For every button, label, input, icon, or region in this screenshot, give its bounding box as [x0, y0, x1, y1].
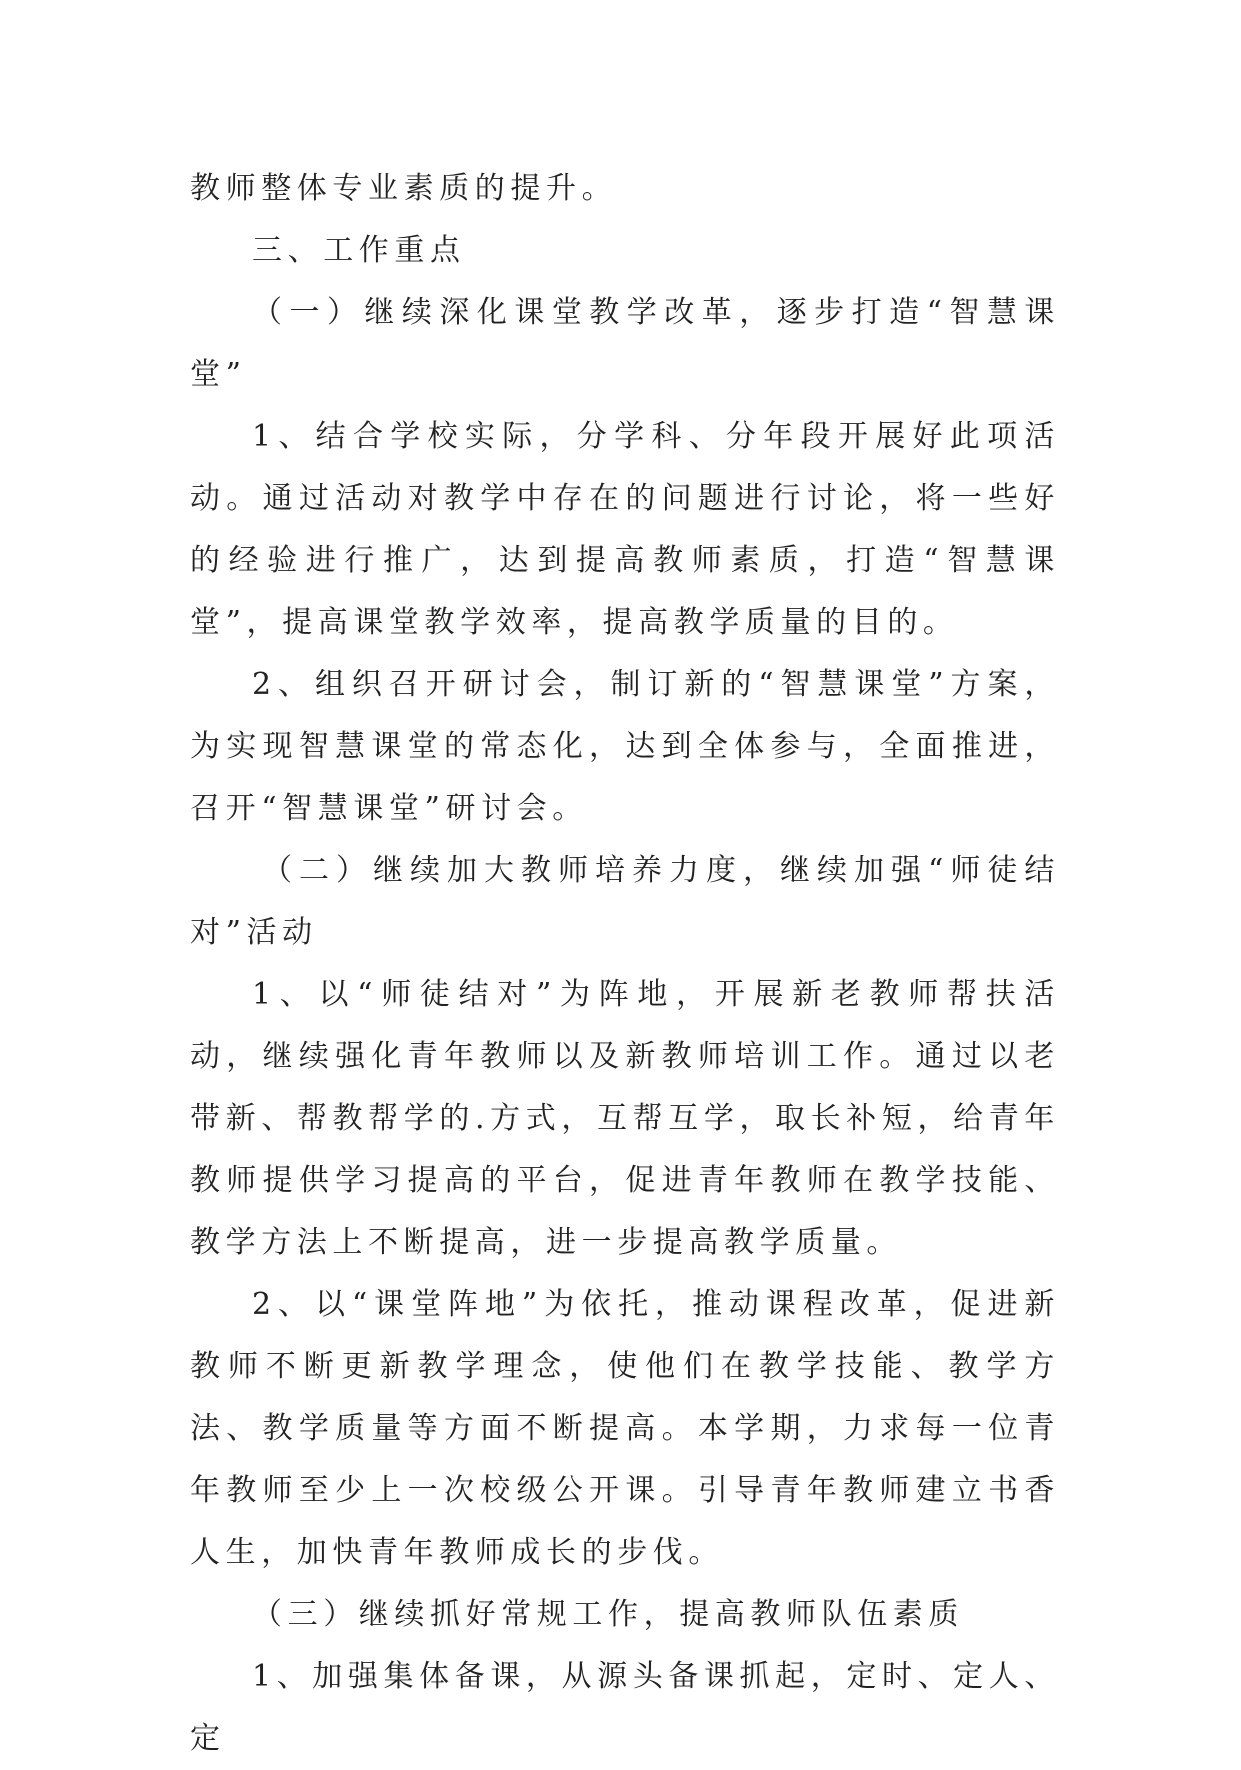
paragraph-2-1: 1、以“师徒结对”为阵地，开展新老教师帮扶活动，继续强化青年教师以及新教师培训工作。通过以老带新、帮教帮学的.方式，互帮互学，取长补短，给青年教师提供学习提高的平台，促进青年教师在教学技能、教学方法上不断提高，进一步提高教学质量。	[190, 977, 1060, 1260]
paragraph-3-1: 1、加强集体备课，从源头备课抓起，定时、定人、定	[190, 1659, 1060, 1756]
subheading-2: （二）继续加大教师培养力度，继续加强“师徒结对”活动	[190, 853, 1060, 950]
paragraph-1-2: 2、组织召开研讨会，制订新的“智慧课堂”方案，为实现智慧课堂的常态化，达到全体参与，全面推进，召开“智慧课堂”研讨会。	[190, 667, 1060, 826]
section-heading-work-focus: 三、工作重点	[252, 233, 466, 268]
paragraph-continuation: 教师整体专业素质的提升。	[190, 171, 618, 206]
paragraph-1-1: 1、结合学校实际，分学科、分年段开展好此项活动。通过活动对教学中存在的问题进行讨论，将一些好的经验进行推广，达到提高教师素质，打造“智慧课堂”，提高课堂教学效率，提高教学质量的目的。	[190, 419, 1060, 640]
document-body	[190, 158, 1060, 1770]
subheading-1: （一）继续深化课堂教学改革，逐步打造“智慧课堂”	[190, 295, 1060, 392]
paragraph-2-2: 2、以“课堂阵地”为依托，推动课程改革，促进新教师不断更新教学理念，使他们在教学技能、教学方法、教学质量等方面不断提高。本学期，力求每一位青年教师至少上一次校级公开课。引导青年教师建立书香人生，加快青年教师成长的步伐。	[190, 1287, 1060, 1570]
subheading-3: （三）继续抓好常规工作，提高教师队伍素质	[252, 1597, 964, 1632]
